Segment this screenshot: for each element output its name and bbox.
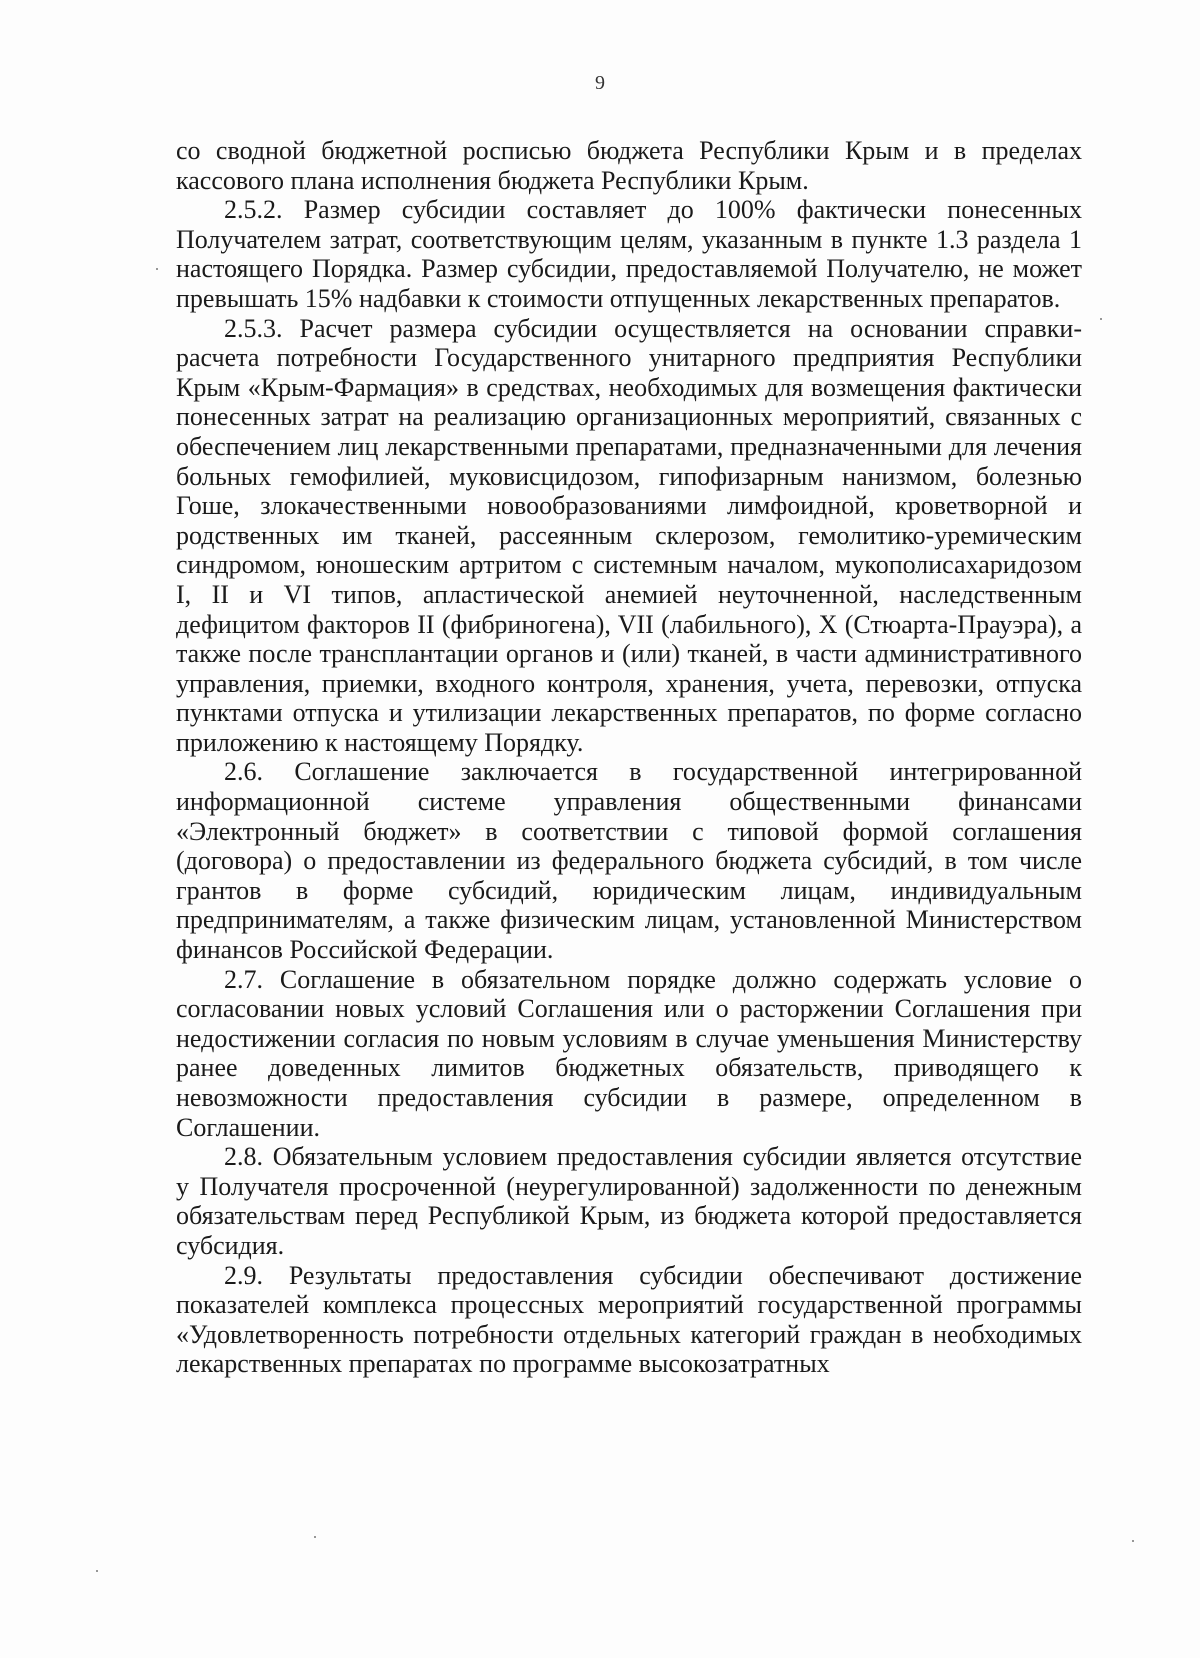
scan-speck <box>1132 1540 1134 1542</box>
document-body <box>176 136 1082 1379</box>
paragraph-continuation: со сводной бюджетной росписью бюджета Республики Крым и в пределах кассового плана исполнения бюджета Республики Крым. <box>176 136 1082 195</box>
paragraph-2-7: 2.7. Соглашение в обязательном порядке должно содержать условие о согласовании новых условий Соглашения или о расторжении Соглашения при недостижении согласия по новым условиям в случае уменьшения Министерству ранее доведенных лимитов бюджетных обязательств, приводящего к невозможности предоставления субсидии в размере, определенном в Соглашении. <box>176 964 1082 1142</box>
scan-speck <box>1100 318 1102 320</box>
paragraph-2-8: 2.8. Обязательным условием предоставления субсидии является отсутствие у Получателя просроченной (неурегулированной) задолженности по денежным обязательствам перед Республикой Крым, из бюджета которой предоставляется субсидия. <box>176 1142 1082 1260</box>
page-number: 9 <box>595 72 605 94</box>
paragraph-2-9: 2.9. Результаты предоставления субсидии обеспечивают достижение показателей комплекса процессных мероприятий государственной программы «Удовлетворенность потребности отдельных категорий граждан в необходимых лекарственных препаратах по программе высокозатратных <box>176 1260 1082 1379</box>
scan-speck <box>314 1536 316 1538</box>
scan-speck <box>156 268 158 270</box>
paragraph-2-5-3: 2.5.3. Расчет размера субсидии осуществляется на основании справки-расчета потребности Государственного унитарного предприятия Республики Крым «Крым-Фармация» в средствах, необходимых для возмещения фактически понесенных затрат на реализацию организационных мероприятий, связанных с обеспечением лиц лекарственными препаратами, предназначенными для лечения больных гемофилией, муковисцидозом, гипофизарным нанизмом, болезнью Гоше, злокачественными новообразованиями лимфоидной, кроветворной и родственных им тканей, рассеянным склерозом, гемолитико-уремическим синдромом, юношеским артритом с системным началом, мукополисахаридозом I, II и VI типов, апластической анемией неуточненной, наследственным дефицитом факторов II (фибриногена), VII (лабильного), X (Стюарта-Прауэра), а также после трансплантации органов и (или) тканей, в части административного управления, приемки, входного контроля, хранения, учета, перевозки, отпуска пунктами отпуска и утилизации лекарственных препаратов, по форме согласно приложению к настоящему Порядку. <box>176 313 1082 757</box>
paragraph-2-5-2: 2.5.2. Размер субсидии составляет до 100% фактически понесенных Получателем затрат, соответствующим целям, указанным в пункте 1.3 раздела 1 настоящего Порядка. Размер субсидии, предоставляемой Получателю, не может превышать 15% надбавки к стоимости отпущенных лекарственных препаратов. <box>176 195 1082 313</box>
paragraph-2-6: 2.6. Соглашение заключается в государственной интегрированной информационной системе управления общественными финансами «Электронный бюджет» в соответствии с типовой формой соглашения (договора) о предоставлении из федерального бюджета субсидий, в том числе грантов в форме субсидий, юридическим лицам, индивидуальным предпринимателям, а также физическим лицам, установленной Министерством финансов Российской Федерации. <box>176 757 1082 965</box>
scan-speck <box>96 1570 98 1572</box>
